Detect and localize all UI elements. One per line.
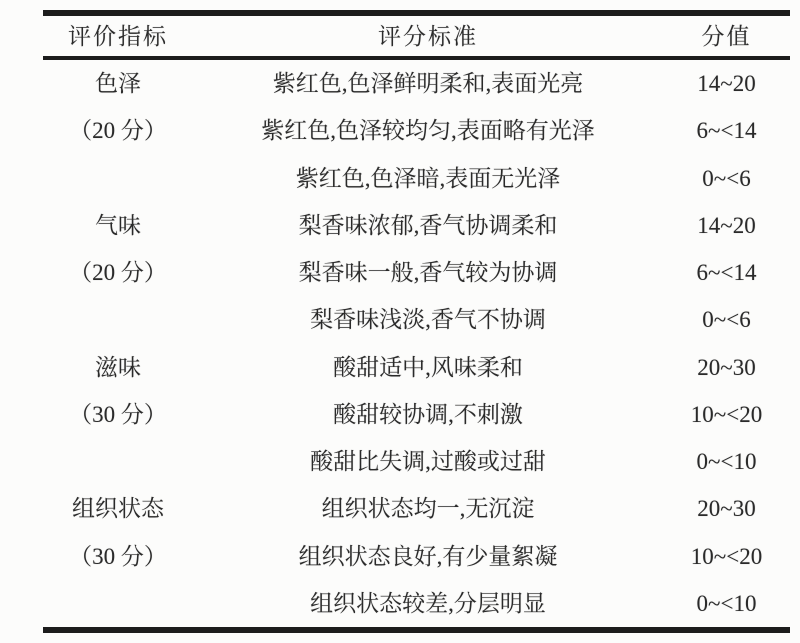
score-cell: 20~30 <box>697 354 756 380</box>
table-row <box>43 60 790 107</box>
score-cell: 6~<14 <box>696 118 757 144</box>
table-row <box>43 202 790 249</box>
column-header-criteria: 评分标准 <box>378 23 478 49</box>
score-cell: 10~<20 <box>690 401 763 427</box>
criterion-cell: 紫红色,色泽暗,表面无光泽 <box>295 165 561 191</box>
criterion-cell: 酸甜适中,风味柔和 <box>333 354 523 380</box>
indicator-cell: （30 分） <box>69 543 167 569</box>
table-row <box>43 391 790 438</box>
score-cell: 14~20 <box>697 71 756 97</box>
criterion-cell: 组织状态均一,无沉淀 <box>321 496 535 522</box>
score-cell: 0~<10 <box>696 449 757 475</box>
table-row <box>43 580 790 627</box>
criterion-cell: 组织状态较差,分层明显 <box>310 590 546 616</box>
score-cell: 10~<20 <box>690 543 763 569</box>
criterion-cell: 组织状态良好,有少量絮凝 <box>298 543 558 569</box>
table-row <box>43 438 790 485</box>
indicator-cell: 色泽 <box>95 71 141 97</box>
column-header-score: 分值 <box>701 23 752 49</box>
table-row <box>43 485 790 532</box>
criterion-cell: 酸甜较协调,不刺激 <box>333 401 523 427</box>
criterion-cell: 紫红色,色泽较均匀,表面略有光泽 <box>261 118 595 144</box>
table-header-row <box>43 16 790 56</box>
table-row <box>43 249 790 296</box>
score-cell: 0~<6 <box>702 307 751 333</box>
table-row <box>43 344 790 391</box>
table-row <box>43 533 790 580</box>
table-body <box>43 60 790 627</box>
indicator-cell: 气味 <box>95 212 141 238</box>
table-row <box>43 155 790 202</box>
criterion-cell: 梨香味浓郁,香气协调柔和 <box>298 212 558 238</box>
table-row <box>43 107 790 154</box>
indicator-cell: （20 分） <box>69 118 167 144</box>
indicator-cell: 组织状态 <box>72 496 164 522</box>
criterion-cell: 酸甜比失调,过酸或过甜 <box>310 449 546 475</box>
table-row <box>43 296 790 343</box>
score-cell: 0~<10 <box>696 590 757 616</box>
score-cell: 6~<14 <box>696 260 757 286</box>
indicator-cell: （20 分） <box>69 260 167 286</box>
criterion-cell: 梨香味一般,香气较为协调 <box>298 260 558 286</box>
score-cell: 14~20 <box>697 212 756 238</box>
column-header-indicator: 评价指标 <box>68 23 168 49</box>
evaluation-criteria-table <box>43 10 790 633</box>
indicator-cell: 滋味 <box>95 354 141 380</box>
score-cell: 0~<6 <box>702 165 751 191</box>
indicator-cell: （30 分） <box>69 401 167 427</box>
criterion-cell: 梨香味浅淡,香气不协调 <box>310 307 546 333</box>
table-bottom-rule <box>43 627 790 633</box>
score-cell: 20~30 <box>697 496 756 522</box>
criterion-cell: 紫红色,色泽鲜明柔和,表面光亮 <box>272 71 584 97</box>
